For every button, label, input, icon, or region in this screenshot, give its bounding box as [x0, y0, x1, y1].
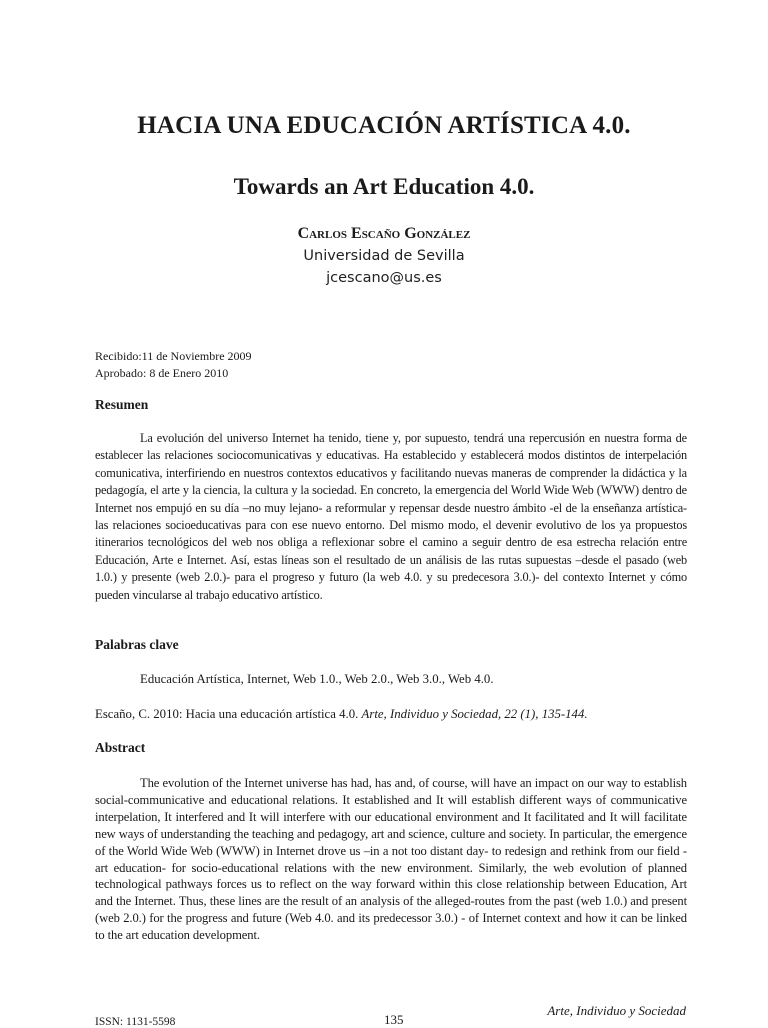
keywords-list: Educación Artística, Internet, Web 1.0., Web 2.0., Web 3.0., Web 4.0.	[140, 672, 494, 686]
keywords-heading: Palabras clave	[95, 637, 179, 652]
footer-issn: ISSN: 1131-5598	[95, 1016, 176, 1028]
received-date: Recibido:11 de Noviembre 2009	[95, 349, 252, 363]
submission-dates	[95, 348, 252, 382]
author-email: jcescano@us.es	[326, 270, 442, 286]
citation-journal: Arte, Individuo y Sociedad, 22 (1), 135-144.	[361, 707, 588, 721]
abstract-paragraph: The evolution of the Internet universe has had, has and, of course, will have an impact on our way to establish social-communicative and educational relations. It established and It will establish different ways of communicative interpelation, It interfered and It will interfere with our educational environment and It facilitated and It will facilitate new ways of understanding the teaching and pedagogy, art and science, culture and society. In particular, the emergence of the World Wide Web (WWW) in Internet drove us –in a not too distant day- to redesign and rethink from our field -art education- for socio-educational relations with the new environment. Similarly, the web evolution of planned technological pathways forces us to reflect on the way forward within this close relationship between Education, Art and the Internet. Thus, these lines are the result of an analysis of the alleged-routes from the past (web 1.0.) and present (web 2.0.) for the progress and future (Web 4.0. and its predecessor 3.0.) - of Internet context and how it can be linked to the art education development.	[95, 776, 687, 943]
author-affiliation: Universidad de Sevilla	[303, 248, 465, 264]
resumen-heading: Resumen	[95, 397, 149, 412]
approved-date: Aprobado: 8 de Enero 2010	[95, 366, 229, 380]
resumen-paragraph: La evolución del universo Internet ha tenido, tiene y, por supuesto, tendrá una repercusión en nuestra forma de establecer las relaciones sociocomunicativas y educativas. Ha establecido y establecerá modos distintos de interpelación comunicativa, interfiriendo en nuestros contextos educativos y facilitando nuevas maneras de comprender la didáctica y la pedagogía, el arte y la ciencia, la cultura y la sociedad. En concreto, la emergencia del World Wide Web (WWW) dentro de Internet nos empujó en su día –no muy lejano- a reformular y repensar desde nuestro ámbito -el de la enseñanza artística- las relaciones socioeducativas para con ese nuevo entorno. Del mismo modo, el devenir evolutivo de los ya propuestos itinerarios tecnológicos del web nos obliga a reflexionar sobre el camino a seguir dentro de esa estrecha relación entre Educación, Arte e Internet. Así, estas líneas son el resultado de un análisis de las rutas supuestas –desde el pasado (web 1.0.) y presente (web 2.0.)- para el progreso y futuro (la web 4.0. y su predecesora 3.0.)- del contexto Internet y cómo pueden vincularse al trabajo educativo artístico.	[95, 431, 687, 602]
abstract-heading: Abstract	[95, 740, 146, 755]
page-number: 135	[384, 1012, 404, 1027]
footer-journal: Arte, Individuo y Sociedad	[547, 1003, 686, 1018]
author-block	[0, 223, 768, 289]
citation-text: Escaño, C. 2010: Hacia una educación artística 4.0.	[95, 707, 362, 721]
title-english: Towards an Art Education 4.0.	[233, 174, 535, 199]
author-name: Carlos Escaño González	[297, 225, 471, 242]
title-spanish: HACIA UNA EDUCACIÓN ARTÍSTICA 4.0.	[137, 112, 631, 139]
citation	[95, 707, 588, 722]
